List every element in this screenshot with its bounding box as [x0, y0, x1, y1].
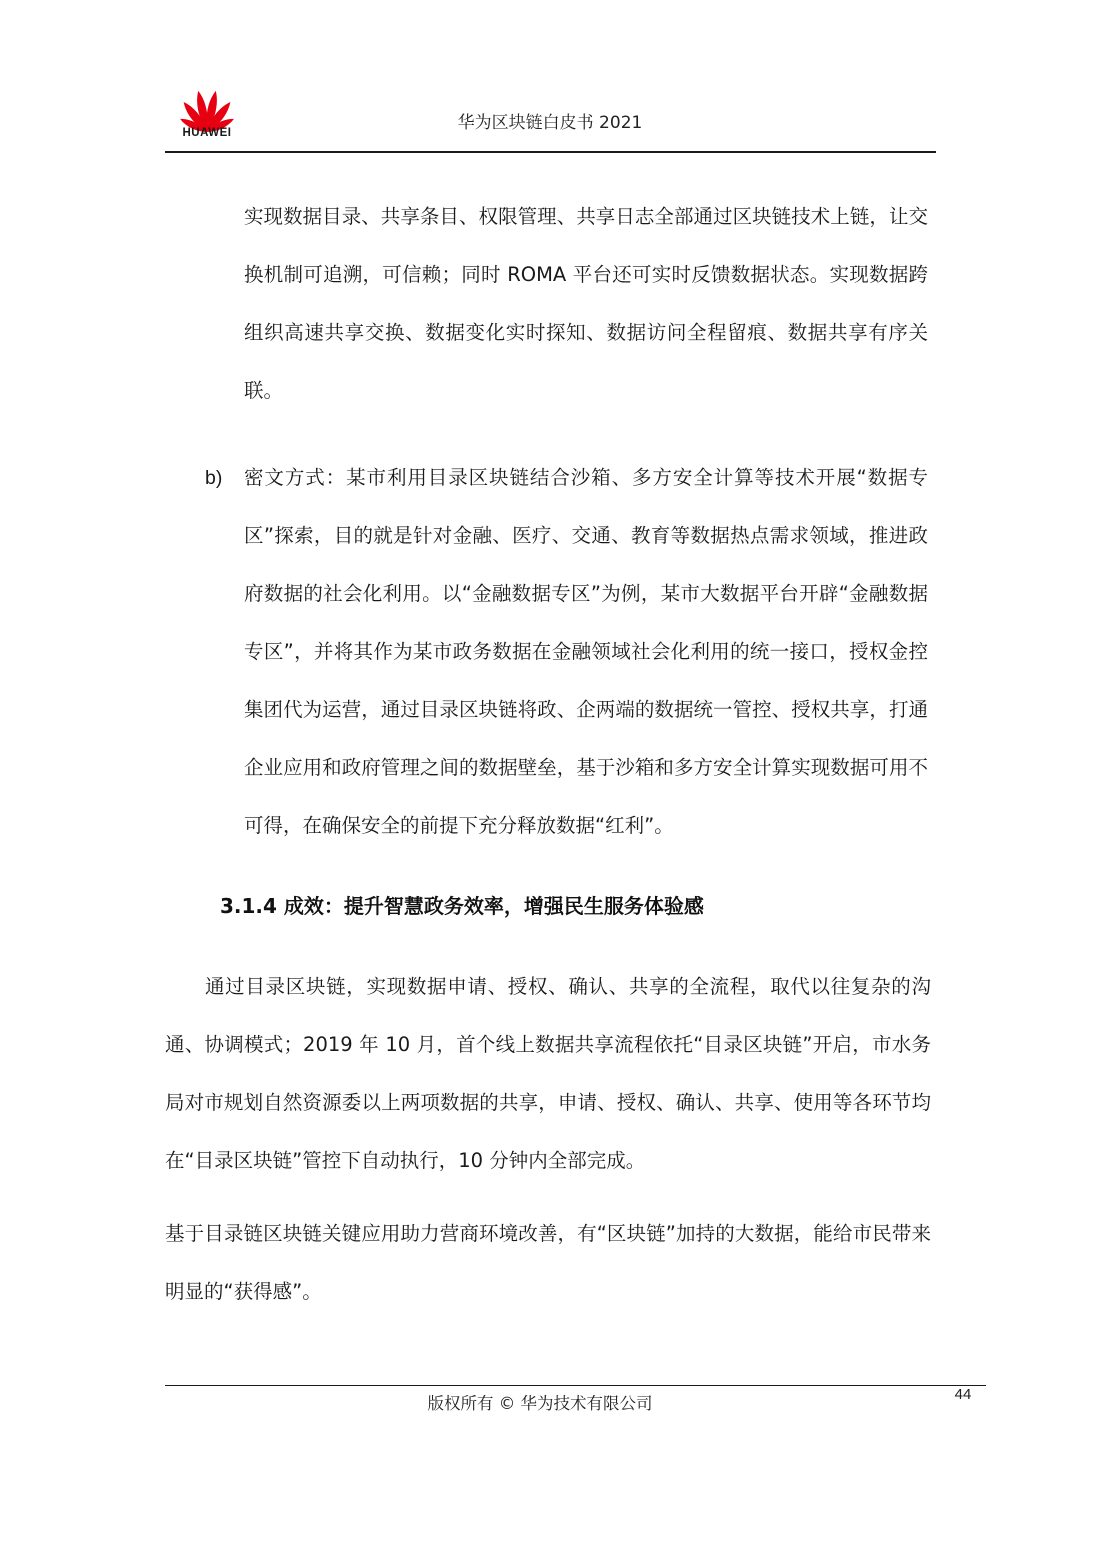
body-paragraph-2: 基于目录链区块链关键应用助力营商环境改善，有“区块链”加持的大数据，能给市民带来明显的“获得感”。 — [165, 1222, 931, 1303]
page-number: 44 — [954, 1386, 972, 1403]
document-title: 华为区块链白皮书 2021 — [457, 113, 643, 133]
body-paragraph-1: 通过目录区块链，实现数据申请、授权、确认、共享的全流程，取代以往复杂的沟通、协调模式；2019 年 10 月，首个线上数据共享流程依托“目录区块链”开启，市水务局对市规划自然资源委以上两项数据的共享，申请、授权、确认、共享、使用等各环节均在“目录区块链”管控下自动执行，10 分钟内全部完成。 — [165, 975, 931, 1172]
footer-copyright: 版权所有 © 华为技术有限公司 — [427, 1394, 653, 1413]
footer-divider — [165, 1385, 986, 1386]
logo-wordmark: HUAWEI — [182, 127, 232, 139]
section-heading: 3.1.4 成效：提升智慧政务效率，增强民生服务体验感 — [220, 894, 704, 918]
list-item-b-text: 密文方式：某市利用目录区块链结合沙箱、多方安全计算等技术开展“数据专区”探索，目的就是针对金融、医疗、交通、教育等数据热点需求领域，推进政府数据的社会化利用。以“金融数据专区”为例，某市大数据平台开辟“金融数据专区”，并将其作为某市政务数据在金融领域社会化利用的统一接口，授权金控集团代为运营，通过目录区块链将政、企两端的数据统一管控、授权共享，打通企业应用和政府管理之间的数据壁垒，基于沙箱和多方安全计算实现数据可用不可得，在确保安全的前提下充分释放数据“红利”。 — [244, 466, 928, 837]
list-marker-b: b) — [205, 467, 223, 489]
continuation-paragraph: 实现数据目录、共享条目、权限管理、共享日志全部通过区块链技术上链，让交换机制可追溯，可信赖；同时 ROMA 平台还可实时反馈数据状态。实现数据跨组织高速共享交换、数据变化实时探知、数据访问全程留痕、数据共享有序关联。 — [244, 205, 928, 402]
header-divider — [165, 151, 936, 153]
